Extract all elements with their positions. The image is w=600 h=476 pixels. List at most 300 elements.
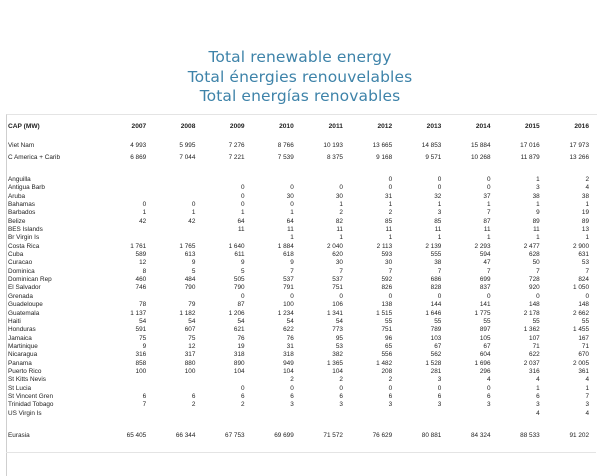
- cell-value: 555: [430, 251, 442, 259]
- cell-value: [297, 410, 346, 418]
- cell-value: 1 646: [425, 309, 442, 317]
- cell-value: [149, 184, 198, 192]
- cell-value: 0: [437, 176, 442, 183]
- cell-value: 949: [283, 359, 294, 367]
- cell-value: 9: [142, 342, 147, 350]
- cell-value: 484: [184, 276, 196, 284]
- cell-value: 7 539: [277, 154, 294, 161]
- cell-value: 9: [536, 209, 540, 217]
- cell-value: 789: [430, 326, 442, 334]
- cell-value: 11: [533, 226, 540, 234]
- cell-value: [297, 164, 346, 176]
- title-french: Total énergies renouvelables: [187, 67, 413, 86]
- cell-value: 0: [339, 292, 343, 300]
- cell-value: [494, 418, 543, 430]
- cell-value: 7: [339, 267, 343, 275]
- cell-value: 1: [585, 201, 589, 209]
- cell-value: 3: [585, 401, 589, 409]
- cell-value: 3: [536, 184, 540, 192]
- cell-value: 47: [483, 259, 491, 267]
- cell-value: [395, 410, 444, 418]
- cell-value: 897: [479, 326, 491, 334]
- row-label: Nicaragua: [8, 351, 38, 359]
- cell-value: 11: [237, 226, 245, 234]
- cell-value: 7: [486, 267, 491, 275]
- cell-value: 67: [434, 342, 442, 350]
- cell-value: 76: [237, 334, 245, 342]
- cell-value: [149, 176, 198, 184]
- cell-value: 699: [479, 276, 491, 284]
- cell-value: [100, 193, 149, 201]
- cell-value: 3: [486, 401, 491, 409]
- cell-value: 11 879: [520, 154, 540, 161]
- table-row: [8, 410, 592, 418]
- cell-value: 2: [339, 209, 343, 217]
- cell-value: 2: [388, 209, 393, 217]
- cell-value: 1 515: [376, 309, 393, 317]
- cell-value: [543, 418, 592, 430]
- cell-value: 1: [191, 209, 196, 217]
- cell-value: 1 482: [376, 359, 393, 367]
- cell-value: 751: [381, 326, 393, 334]
- cell-value: 12: [188, 342, 196, 350]
- row-label: BES Islands: [8, 226, 43, 234]
- cell-value: 103: [430, 334, 442, 342]
- table-row: [8, 218, 592, 226]
- cell-value: [100, 164, 149, 176]
- cell-value: 537: [332, 276, 343, 284]
- cell-value: [395, 418, 444, 430]
- cell-value: 54: [286, 317, 294, 325]
- cell-value: 790: [184, 284, 196, 292]
- cell-value: 1: [142, 209, 147, 217]
- cell-value: 316: [135, 351, 147, 359]
- cell-value: 728: [529, 276, 540, 284]
- table-body: [8, 140, 592, 442]
- table-row: [8, 343, 592, 351]
- cell-value: 1: [437, 201, 442, 209]
- cell-value: [543, 164, 592, 176]
- cell-value: 6 869: [130, 154, 147, 161]
- row-label: Dominican Rep: [8, 276, 52, 284]
- row-label: Costa Rica: [8, 242, 40, 250]
- cell-value: 64: [237, 217, 245, 225]
- cell-value: 628: [529, 251, 540, 259]
- cell-value: 1 182: [179, 309, 196, 317]
- cell-value: 54: [237, 317, 245, 325]
- row-label: Jamaica: [8, 334, 32, 342]
- row-label: St Lucia: [8, 384, 32, 392]
- cell-value: 4: [585, 376, 589, 384]
- table-row: [8, 284, 592, 292]
- cell-value: 78: [139, 301, 147, 309]
- row-label: Curacao: [8, 259, 33, 267]
- cell-value: [444, 418, 493, 430]
- row-label: Puerto Rico: [8, 367, 42, 375]
- cell-value: 1 206: [228, 309, 245, 317]
- cell-value: 0: [142, 201, 147, 209]
- table-row: [8, 201, 592, 209]
- cell-value: 594: [479, 251, 491, 259]
- cell-value: 31: [286, 342, 294, 350]
- cell-value: 96: [385, 334, 393, 342]
- cell-value: 37: [483, 192, 491, 200]
- cell-value: 920: [529, 284, 540, 292]
- year-header: 2007: [131, 123, 147, 130]
- table-row: [8, 318, 592, 326]
- spacer-row: [8, 164, 592, 176]
- cell-value: [198, 418, 247, 430]
- cell-value: 11: [434, 226, 442, 234]
- cell-value: 2 293: [474, 242, 491, 250]
- title-block: [0, 48, 600, 107]
- cell-value: 141: [479, 301, 491, 309]
- row-label: Guadeloupe: [8, 301, 43, 309]
- cell-value: 1: [388, 234, 393, 242]
- cell-value: 1: [536, 176, 540, 183]
- cell-value: 11: [385, 226, 393, 234]
- cell-value: 316: [529, 367, 540, 375]
- cell-value: 4: [536, 376, 540, 384]
- cell-value: [149, 385, 198, 393]
- cell-value: 1: [536, 384, 540, 392]
- cell-value: 6: [241, 392, 245, 400]
- cell-value: 82: [335, 217, 343, 225]
- cell-value: 382: [332, 351, 343, 359]
- cell-value: 318: [233, 351, 245, 359]
- cell-value: 6: [388, 392, 393, 400]
- cell-value: [297, 418, 346, 430]
- cell-value: 1 050: [573, 284, 589, 292]
- cell-value: 17 973: [569, 142, 589, 149]
- cell-value: 622: [529, 351, 540, 359]
- row-label: El Salvador: [8, 284, 41, 292]
- table-row: [8, 393, 592, 401]
- cell-value: 76 629: [372, 431, 393, 439]
- cell-value: [198, 410, 247, 418]
- table-row: [8, 293, 592, 301]
- cell-value: 2: [388, 376, 393, 384]
- table-row: [8, 234, 592, 242]
- cell-value: 1: [339, 234, 343, 242]
- cell-value: 556: [381, 351, 393, 359]
- cell-value: 0: [388, 384, 393, 392]
- cell-value: 3: [437, 209, 442, 217]
- cell-value: 858: [135, 359, 147, 367]
- row-label: Panama: [8, 359, 32, 367]
- cell-value: 4: [585, 184, 589, 192]
- cell-value: 1: [388, 201, 393, 209]
- cell-value: 0: [388, 292, 393, 300]
- cell-value: 0: [486, 292, 491, 300]
- table-row: [8, 430, 592, 442]
- cell-value: 167: [578, 334, 589, 342]
- row-label: St Kitts Nevis: [8, 376, 46, 384]
- cell-value: 0: [486, 184, 491, 192]
- cell-value: 2 477: [523, 242, 540, 250]
- table-row: [8, 184, 592, 192]
- cell-value: [149, 410, 198, 418]
- cell-value: 144: [430, 301, 442, 309]
- cell-value: 613: [184, 251, 196, 259]
- year-header: 2014: [475, 123, 491, 130]
- table-row: [8, 368, 592, 376]
- cell-value: 505: [233, 276, 245, 284]
- cell-value: 826: [381, 284, 393, 292]
- cell-value: [149, 164, 198, 176]
- cell-value: 296: [479, 367, 491, 375]
- cell-value: [100, 385, 149, 393]
- cell-value: 611: [234, 251, 245, 259]
- cell-value: 0: [585, 292, 589, 300]
- table-row: [8, 140, 592, 152]
- cell-value: 2: [241, 401, 245, 409]
- cell-value: 67 753: [225, 431, 245, 439]
- cell-value: 55: [434, 317, 442, 325]
- cell-value: 589: [135, 251, 147, 259]
- cell-value: 2 005: [573, 359, 589, 367]
- cell-value: 828: [430, 284, 442, 292]
- cell-value: 0: [191, 201, 196, 209]
- cell-value: [346, 418, 395, 430]
- year-header: 2010: [279, 123, 294, 130]
- cell-value: [198, 234, 247, 242]
- row-label: Guatemala: [8, 309, 40, 317]
- cell-value: 4: [585, 409, 589, 417]
- cell-value: 55: [581, 317, 589, 325]
- cell-value: 773: [332, 326, 343, 334]
- cell-value: 2: [585, 176, 589, 183]
- cell-value: 89: [581, 217, 589, 225]
- row-label: Cuba: [8, 251, 24, 259]
- cell-value: [297, 176, 346, 184]
- row-label: Bahamas: [8, 201, 35, 209]
- cell-value: 0: [536, 292, 540, 300]
- cell-value: 9: [290, 259, 294, 267]
- cell-value: 31: [385, 192, 393, 200]
- table-row: [8, 326, 592, 334]
- cell-value: 30: [286, 192, 294, 200]
- cell-value: 11: [336, 226, 343, 234]
- cell-value: [395, 164, 444, 176]
- cell-value: 317: [184, 351, 196, 359]
- cell-value: [346, 410, 395, 418]
- cell-value: 2 139: [425, 242, 442, 250]
- unit-header: CAP (MW): [8, 123, 40, 130]
- cell-value: 3: [536, 401, 540, 409]
- cell-value: 1: [536, 201, 540, 209]
- cell-value: 106: [332, 301, 343, 309]
- table-row: [8, 385, 592, 393]
- cell-value: 1: [486, 234, 491, 242]
- cell-value: 42: [188, 217, 196, 225]
- cell-value: [444, 410, 493, 418]
- cell-value: 30: [335, 259, 343, 267]
- table-row: [8, 152, 592, 164]
- cell-value: 30: [335, 192, 343, 200]
- table-row: [8, 360, 592, 368]
- year-header: 2013: [426, 123, 442, 130]
- cell-value: 100: [283, 301, 294, 309]
- cell-value: 751: [332, 284, 343, 292]
- cell-value: 55: [385, 317, 393, 325]
- year-header: 2008: [180, 123, 196, 130]
- cell-value: 13: [581, 226, 589, 234]
- cell-value: 6: [339, 392, 343, 400]
- cell-value: 2: [191, 401, 196, 409]
- cell-value: 6: [142, 392, 147, 400]
- cell-value: 4: [536, 409, 540, 417]
- cell-value: 13 266: [569, 154, 589, 161]
- cell-value: 1 341: [326, 309, 343, 317]
- table-row: [8, 226, 592, 234]
- cell-value: 0: [290, 384, 294, 392]
- cell-value: 4 993: [130, 142, 147, 149]
- cell-value: 10 193: [323, 142, 343, 149]
- cell-value: 746: [135, 284, 147, 292]
- cell-value: 0: [339, 384, 343, 392]
- cell-value: 208: [381, 367, 393, 375]
- cell-value: [149, 376, 198, 384]
- cell-value: 12: [139, 259, 147, 267]
- cell-value: 65: [385, 342, 393, 350]
- cell-value: 85: [434, 217, 442, 225]
- cell-value: 1: [486, 201, 491, 209]
- cell-value: 2 037: [523, 359, 540, 367]
- cell-value: 361: [578, 367, 589, 375]
- cell-value: 9 168: [376, 154, 393, 161]
- cell-value: 890: [233, 359, 245, 367]
- cell-value: 0: [241, 292, 245, 300]
- cell-value: 562: [430, 351, 442, 359]
- cell-value: 5 995: [179, 142, 196, 149]
- table-row: [8, 251, 592, 259]
- cell-value: [100, 226, 149, 234]
- year-header: 2016: [574, 123, 589, 130]
- cell-value: 318: [283, 351, 294, 359]
- cell-value: 17 016: [520, 142, 540, 149]
- cell-value: 54: [335, 317, 343, 325]
- cell-value: 88 533: [520, 431, 540, 439]
- cell-value: 19: [581, 209, 589, 217]
- cell-value: 84 324: [470, 431, 491, 439]
- row-label: [8, 418, 100, 430]
- cell-value: 50: [532, 259, 540, 267]
- cell-value: 2: [290, 376, 294, 384]
- cell-value: 13 665: [372, 142, 393, 149]
- table-row: [8, 209, 592, 217]
- cell-value: 670: [578, 351, 589, 359]
- row-label: Aruba: [8, 192, 26, 200]
- cell-value: [100, 176, 149, 184]
- cell-value: 11: [483, 226, 491, 234]
- cell-value: [149, 418, 198, 430]
- cell-value: 75: [188, 334, 196, 342]
- row-label: Honduras: [8, 326, 36, 334]
- cell-value: 3: [437, 401, 442, 409]
- cell-value: 6: [191, 392, 196, 400]
- cell-value: 1 455: [573, 326, 589, 334]
- cell-value: 38: [532, 192, 540, 200]
- cell-value: 1: [339, 201, 343, 209]
- cell-value: [248, 418, 297, 430]
- cell-value: 100: [184, 367, 196, 375]
- row-label: Grenada: [8, 292, 33, 300]
- cell-value: 591: [135, 326, 147, 334]
- cell-value: 54: [139, 317, 147, 325]
- cell-value: 2 113: [376, 242, 393, 250]
- cell-value: 3: [437, 376, 442, 384]
- table-row: [8, 268, 592, 276]
- cell-value: 7: [536, 267, 540, 275]
- cell-value: 9: [241, 259, 245, 267]
- cell-value: 2 040: [326, 242, 343, 250]
- row-label: Anguilla: [8, 176, 31, 183]
- cell-value: 6: [486, 392, 491, 400]
- cell-value: 1 696: [474, 359, 491, 367]
- cell-value: [100, 234, 149, 242]
- table-row: [8, 276, 592, 284]
- year-header: 2015: [525, 123, 540, 130]
- cell-value: 1 765: [179, 242, 196, 250]
- cell-value: 105: [479, 334, 491, 342]
- table-row: [8, 310, 592, 318]
- cell-value: 1 365: [326, 359, 343, 367]
- row-label: Viet Nam: [8, 142, 35, 149]
- table-row: [8, 193, 592, 201]
- cell-value: 76: [286, 334, 294, 342]
- cell-value: [494, 164, 543, 176]
- cell-value: 837: [479, 284, 491, 292]
- cell-value: 0: [241, 384, 245, 392]
- title-spanish: Total energías renovables: [199, 87, 401, 105]
- cell-value: [198, 376, 247, 384]
- cell-value: 42: [139, 217, 147, 225]
- cell-value: 104: [332, 367, 343, 375]
- cell-value: 1 137: [130, 309, 147, 317]
- cell-value: 621: [233, 326, 245, 334]
- cell-value: 593: [381, 251, 393, 259]
- cell-value: 7: [585, 392, 589, 400]
- cell-value: 71 572: [323, 431, 343, 439]
- cell-value: [100, 418, 149, 430]
- cell-value: [100, 293, 149, 301]
- cell-value: 66 344: [175, 431, 196, 439]
- year-header: 2009: [229, 123, 245, 130]
- row-label: US Virgin Is: [8, 409, 42, 417]
- capacity-table: [8, 121, 592, 442]
- cell-value: [149, 226, 198, 234]
- cell-value: 1: [241, 209, 245, 217]
- cell-value: 618: [283, 251, 294, 259]
- cell-value: 5: [241, 267, 245, 275]
- cell-value: 0: [437, 384, 442, 392]
- table-row: [8, 376, 592, 384]
- cell-value: [149, 293, 198, 301]
- cell-value: [100, 184, 149, 192]
- year-header: 2011: [328, 123, 343, 130]
- cell-value: 0: [339, 184, 343, 192]
- cell-value: 87: [237, 301, 245, 309]
- cell-value: 55: [532, 317, 540, 325]
- cell-value: 3: [388, 401, 393, 409]
- cell-value: 0: [437, 292, 442, 300]
- cell-value: 104: [233, 367, 245, 375]
- cell-value: 622: [283, 326, 294, 334]
- cell-value: 65 405: [126, 431, 147, 439]
- cell-value: [198, 176, 247, 184]
- spacer-row: [8, 418, 592, 430]
